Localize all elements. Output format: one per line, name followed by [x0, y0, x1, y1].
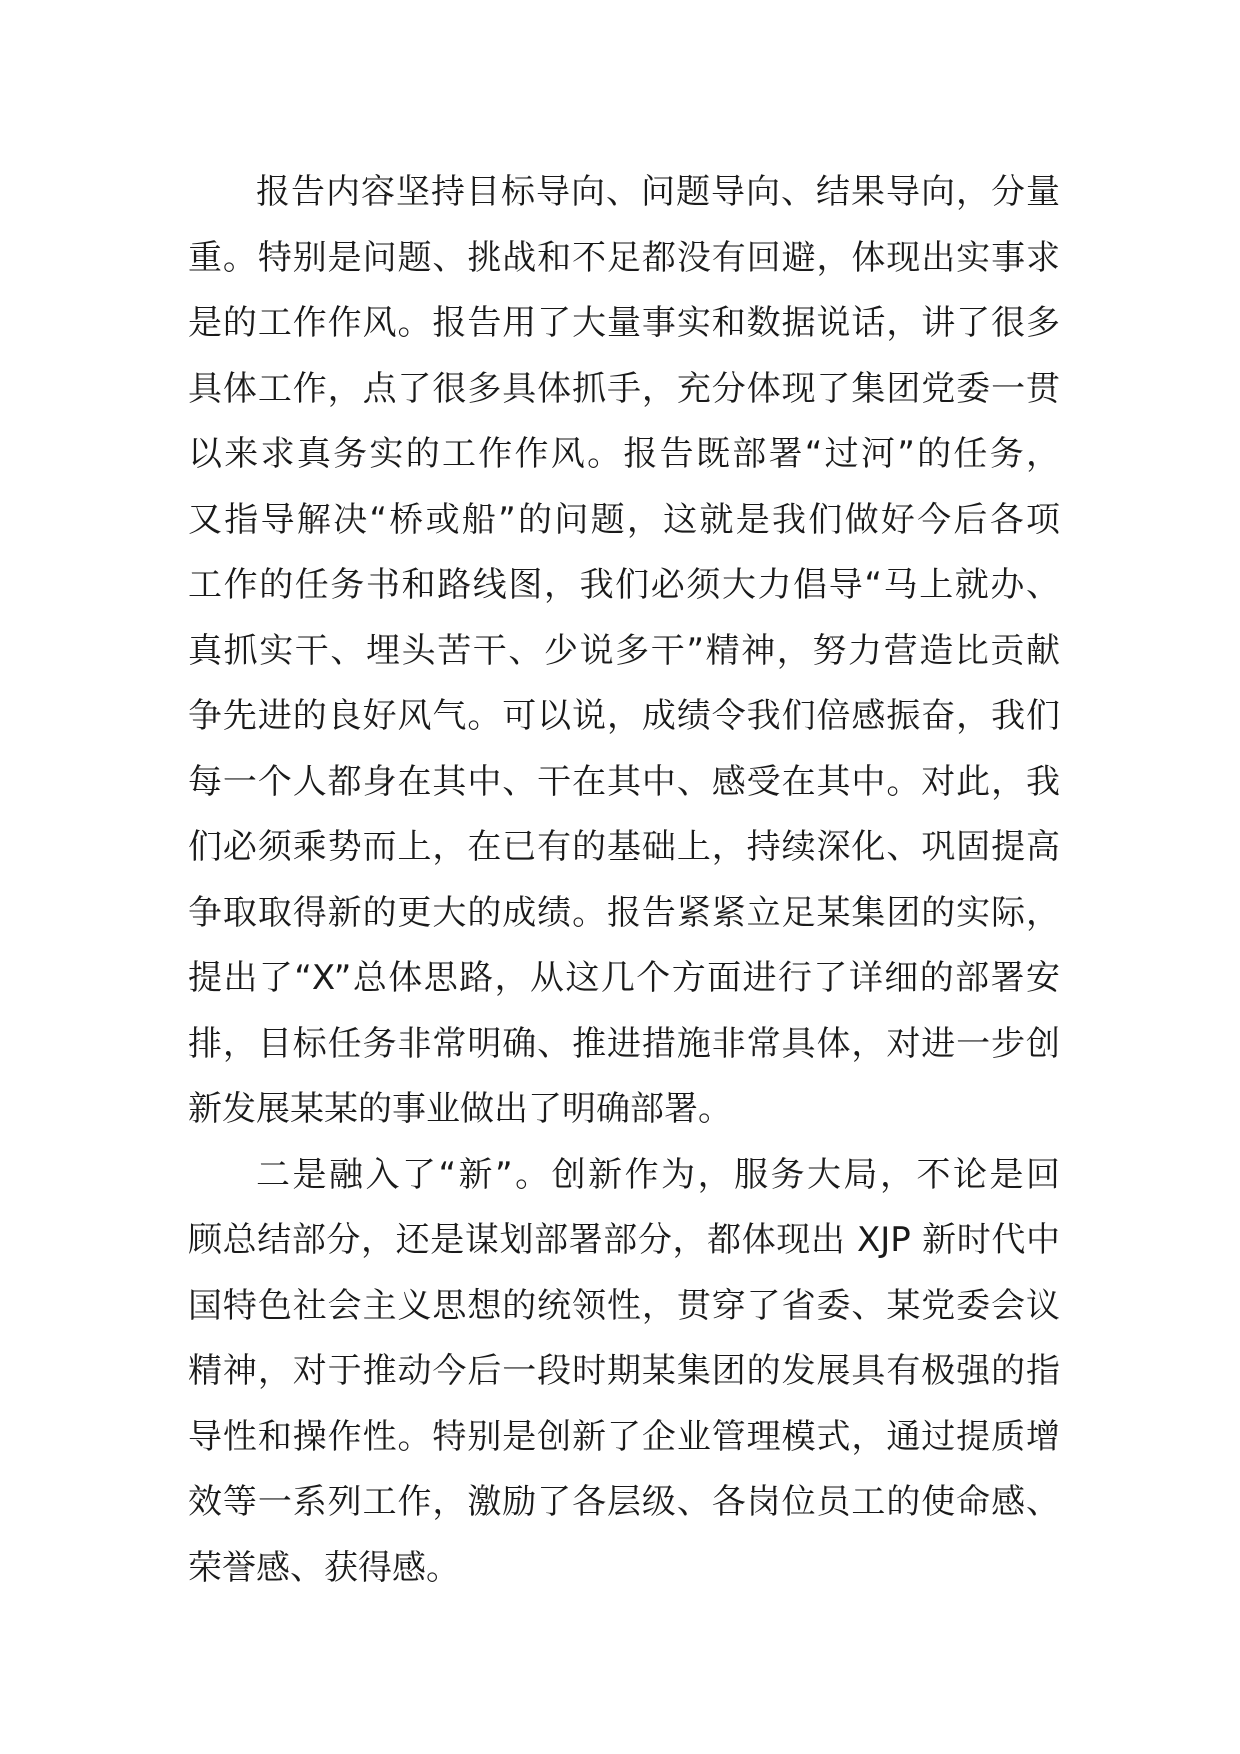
paragraph-line: 们必须乘势而上，在已有的基础上，持续深化、巩固提高	[188, 827, 1060, 867]
document-page	[188, 160, 1060, 1601]
paragraph-line: 以来求真务实的工作作风。报告既部署“过河”的任务，	[188, 434, 1060, 474]
paragraph-line: 具体工作，点了很多具体抓手，充分体现了集团党委一贯	[188, 368, 1060, 409]
paragraph-line: 导性和操作性。特别是创新了企业管理模式，通过提质增	[188, 1416, 1060, 1457]
paragraph-line: 真抓实干、埋头苦干、少说多干”精神，努力营造比贡献	[188, 630, 1060, 671]
paragraph-line: 效等一系列工作，激励了各层级、各岗位员工的使命感、	[188, 1482, 1060, 1522]
paragraph-line: 排，目标任务非常明确、推进措施非常具体，对进一步创	[188, 1023, 1060, 1064]
paragraph-line: 顾总结部分，还是谋划部署部分，都体现出 XJP 新时代中	[188, 1220, 1060, 1260]
paragraph-line: 争先进的良好风气。可以说，成绩令我们倍感振奋，我们	[188, 696, 1060, 736]
paragraph-line: 每一个人都身在其中、干在其中、感受在其中。对此，我	[188, 761, 1060, 802]
paragraph-2	[188, 1143, 1060, 1602]
paragraph-line: 新发展某某的事业做出了明确部署。	[188, 1089, 732, 1129]
paragraph-line: 争取取得新的更大的成绩。报告紧紧立足某集团的实际，	[188, 892, 1060, 933]
paragraph-line: 是的工作作风。报告用了大量事实和数据说话，讲了很多	[188, 303, 1060, 343]
paragraph-line: 提出了“X”总体思路，从这几个方面进行了详细的部署安	[188, 958, 1060, 998]
paragraph-line: 报告内容坚持目标导向、问题导向、结果导向，分量	[256, 172, 1060, 212]
paragraph-line: 二是融入了“新”。创新作为，服务大局，不论是回	[256, 1154, 1060, 1195]
paragraph-line: 荣誉感、获得感。	[188, 1547, 460, 1588]
paragraph-1	[188, 160, 1060, 1143]
paragraph-line: 国特色社会主义思想的统领性，贯穿了省委、某党委会议	[188, 1285, 1060, 1326]
paragraph-line: 重。特别是问题、挑战和不足都没有回避，体现出实事求	[188, 237, 1060, 278]
paragraph-line: 又指导解决“桥或船”的问题，这就是我们做好今后各项	[188, 499, 1060, 540]
paragraph-line: 工作的任务书和路线图，我们必须大力倡导“马上就办、	[188, 565, 1060, 605]
paragraph-line: 精神，对于推动今后一段时期某集团的发展具有极强的指	[188, 1351, 1060, 1391]
